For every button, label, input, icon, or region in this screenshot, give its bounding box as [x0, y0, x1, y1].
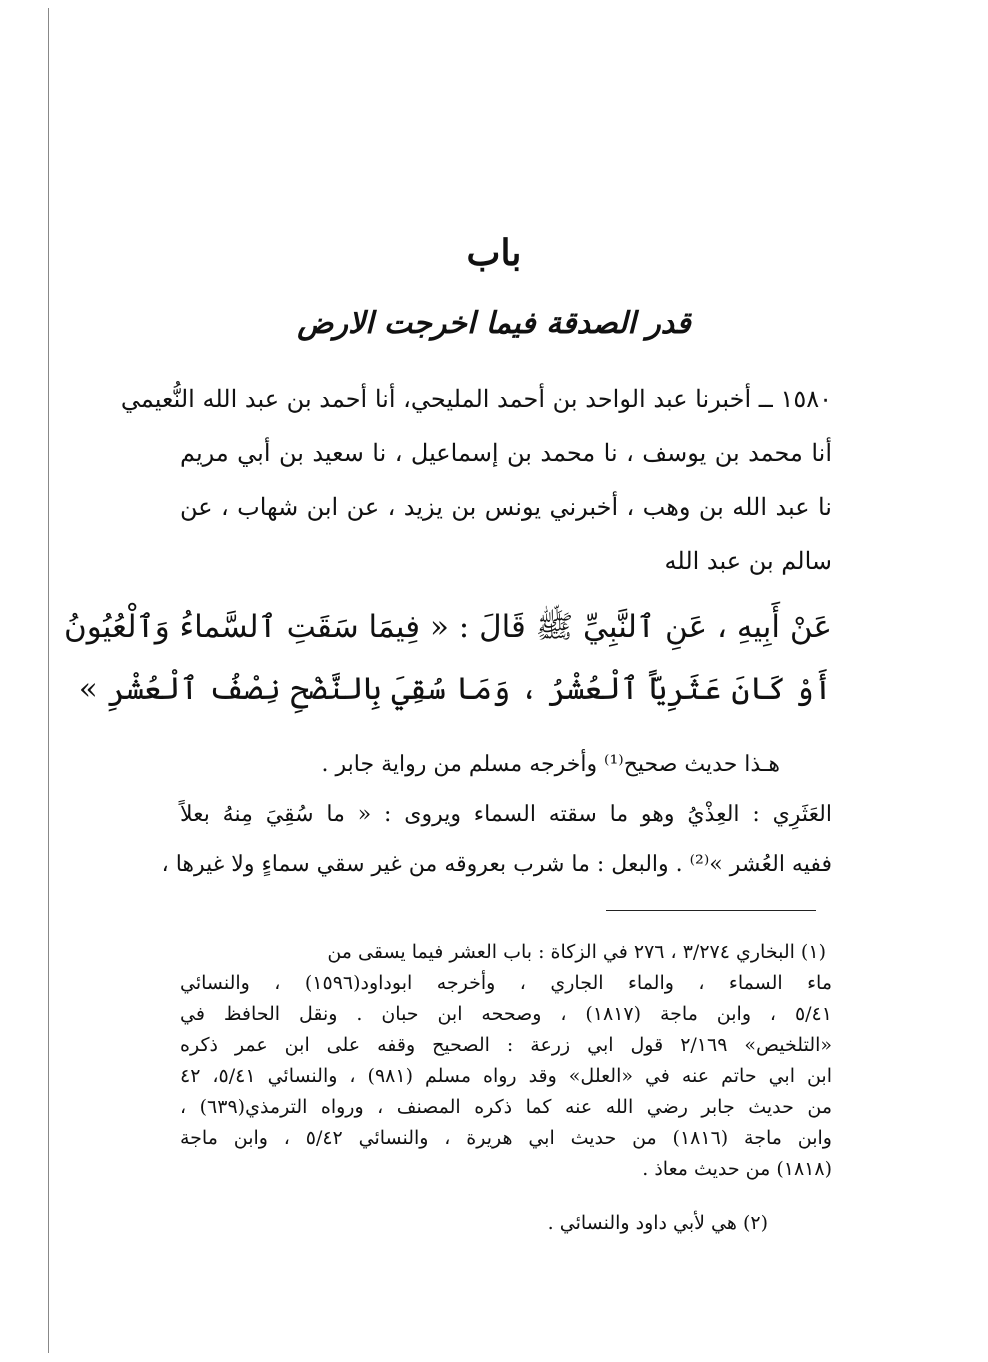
isnad-line: ١٥٨٠ ــ أخبرنا عبد الواحد بن أحمد المليحي، أنا أحمد بن عبد الله النُّعيمي — [120, 385, 832, 413]
commentary-line: العَثَرِي : العِذْيُ وهو ما سقته السماء ويروى : « ما سُقِيَ مِنهُ بعلاً — [180, 802, 832, 827]
chapter-subtitle: قدر الصدقة فيما اخرجت الارض — [297, 306, 691, 341]
commentary-paragraph — [161, 740, 832, 890]
hadith-text — [64, 596, 832, 720]
footnote-line: وابن ماجة (١٨١٦) من حديث ابي هريرة ، والنسائي ٥/٤٢ ، وابن ماجة — [180, 1127, 832, 1149]
hadith-line: أَوْ كَانَ عَثَرِيّاً ٱلْعُشْرُ ، وَمَا سُقِيَ بِالنَّضْحِ نِصْفُ ٱلْعُشْرِ » — [78, 671, 832, 707]
isnad-line: نا عبد الله بن وهب ، أخبرني يونس بن يزيد ، عن ابن شهاب ، عن — [180, 493, 832, 521]
footnote-line: ٥/٤١ ، وابن ماجة (١٨١٧) ، وصححه ابن حبان . ونقل الحافظ في — [180, 1003, 832, 1025]
footnote-line: ابن ابي حاتم عنه في «العلل» وقد رواه مسلم (٩٨١) ، والنسائي ٥/٤١، ٤٢ — [180, 1065, 832, 1087]
footnote-line: «التلخيص» ٢/١٦٩ قول ابي زرعة : الصحيح وقفه على ابن عمر ذكره — [180, 1034, 833, 1056]
footnote-line: من حديث جابر رضي الله عنه كما ذكره المصنف ، ورواه الترمذي(٦٣٩) ، — [180, 1096, 832, 1118]
footnote-1 — [180, 937, 832, 1185]
margin-rule — [48, 8, 49, 1353]
commentary-line: هـذا حديث صحيح⁽¹⁾ وأخرجه مسلم من رواية جابر . — [321, 752, 780, 777]
hadith-line: عَنْ أَبِيهِ ، عَنِ ٱلنَّبِيِّ ﷺ قَالَ : « فِيمَا سَقَتِ ٱلسَّماءُ وَٱلْعُيُونُ — [64, 609, 832, 645]
footnote-line: ماء السماء ، والماء الجاري ، وأخرجه ابوداود(١٥٩٦) ، والنسائي — [180, 972, 833, 994]
isnad-line: سالم بن عبد الله — [664, 547, 832, 575]
commentary-line: ففيه العُشر »⁽²⁾ . والبعل : ما شرب بعروقه من غير سقي سماءٍ ولا غيرها ، — [161, 852, 832, 877]
footnote-line: (١٨١٨) من حديث معاذ . — [642, 1158, 832, 1180]
isnad-paragraph — [120, 372, 832, 588]
chapter-heading: باب — [466, 232, 522, 274]
footnote-2: (٢) هي لأبي داود والنسائي . — [547, 1212, 768, 1234]
footnote-line: (١) البخاري ٣/٢٧٤ ، ٢٧٦ في الزكاة : باب العشر فيما يسقى من — [327, 941, 826, 963]
isnad-line: أنا محمد بن يوسف ، نا محمد بن إسماعيل ، نا سعيد بن أبي مريم — [180, 439, 832, 467]
footnote-separator — [606, 910, 816, 911]
